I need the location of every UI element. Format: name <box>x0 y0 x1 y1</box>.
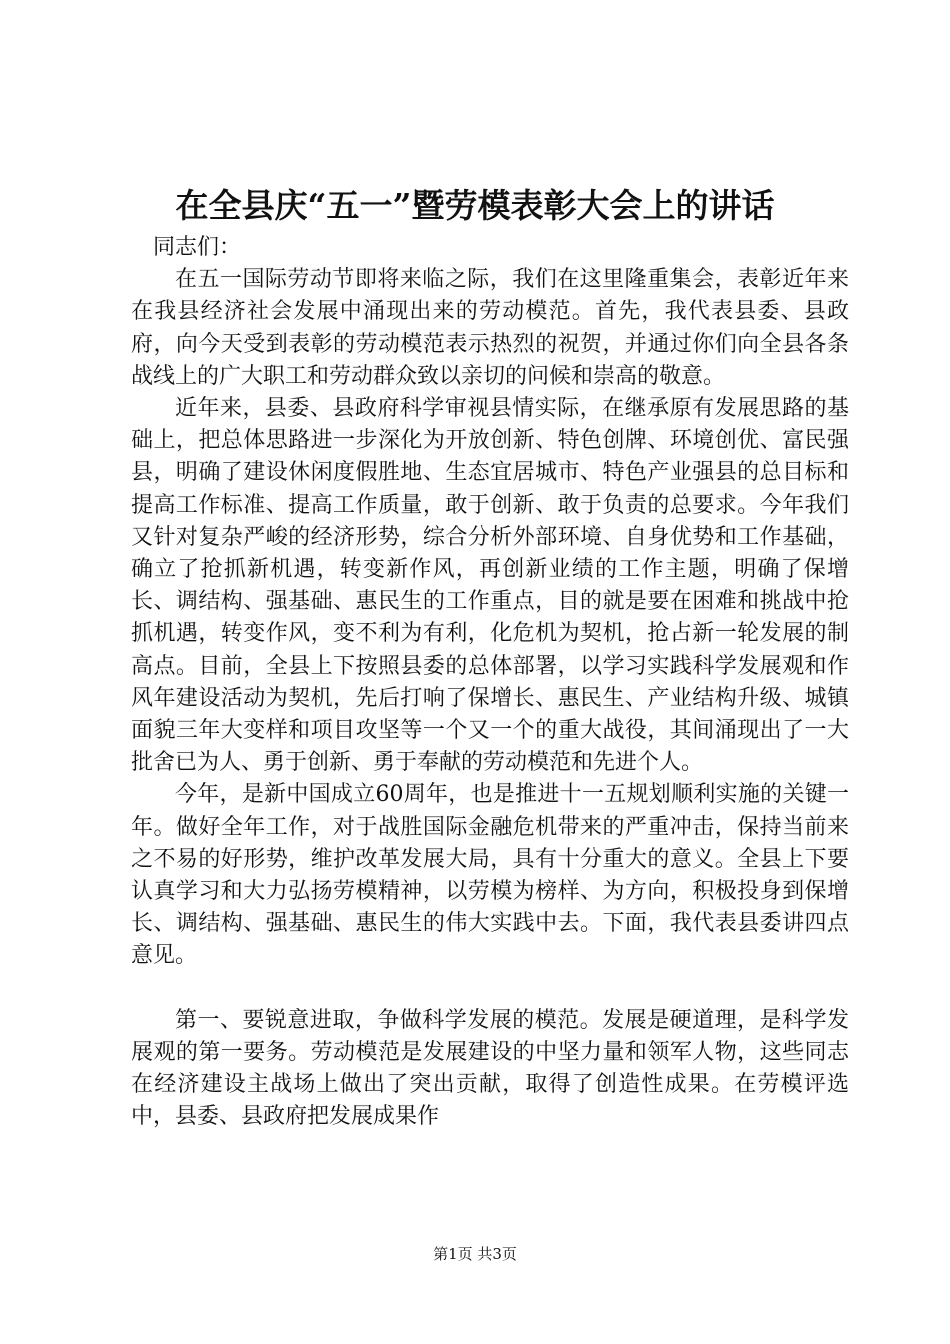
salutation: 同志们： <box>153 235 242 260</box>
paragraph-1: 在五一国际劳动节即将来临之际，我们在这里隆重集会，表彰近年来在我县经济社会发展中涌现出来的劳动模范。首先，我代表县委、县政府，向今天受到表彰的劳动模范表示热烈的祝贺，并通过你们向全县各条战线上的广大职工和劳动群众致以亲切的问候和崇高的敬意。 <box>131 267 849 389</box>
paragraph-2: 近年来，县委、县政府科学审视县情实际，在继承原有发展思路的基础上，把总体思路进一步深化为开放创新、特色创牌、环境创优、富民强县，明确了建设休闲度假胜地、生态宜居城市、特色产业强县的总目标和提高工作标准、提高工作质量，敢于创新、敢于负责的总要求。今年我们又针对复杂严峻的经济形势，综合分析外部环境、自身优势和工作基础，确立了抢抓新机遇，转变新作风，再创新业绩的工作主题，明确了保增长、调结构、强基础、惠民生的工作重点，目的就是要在困难和挑战中抢抓机遇，转变作风，变不利为有利，化危机为契机，抢占新一轮发展的制高点。目前，全县上下按照县委的总体部署，以学习实践科学发展观和作风年建设活动为契机，先后打响了保增长、惠民生、产业结构升级、城镇面貌三年大变样和项目攻坚等一个又一个的重大战役，其间涌现出了一大批舍已为人、勇于创新、勇于奉献的劳动模范和先进个人。 <box>131 396 849 776</box>
paragraph-4: 第一、要锐意进取，争做科学发展的模范。发展是硬道理，是科学发展观的第一要务。劳动模范是发展建设的中坚力量和领军人物，这些同志在经济建设主战场上做出了突出贡献，取得了创造性成果。在劳模评选中，县委、县政府把发展成果作 <box>131 1007 849 1130</box>
paragraph-3: 今年，是新中国成立60周年，也是推进十一五规划顺利实施的关键一年。做好全年工作，对于战胜国际金融危机带来的严重冲击，保持当前来之不易的好形势，维护改革发展大局，具有十分重大的意义。全县上下要认真学习和大力弘扬劳模精神，以劳模为榜样、为方向，积极投身到保增长、调结构、强基础、惠民生的伟大实践中去。下面，我代表县委讲四点意见。 <box>131 782 849 969</box>
document-title: 在全县庆“五一”暨劳模表彰大会上的讲话 <box>175 186 775 225</box>
document-body <box>131 232 849 1133</box>
page-number-footer: 第1页 共3页 <box>433 1245 517 1263</box>
